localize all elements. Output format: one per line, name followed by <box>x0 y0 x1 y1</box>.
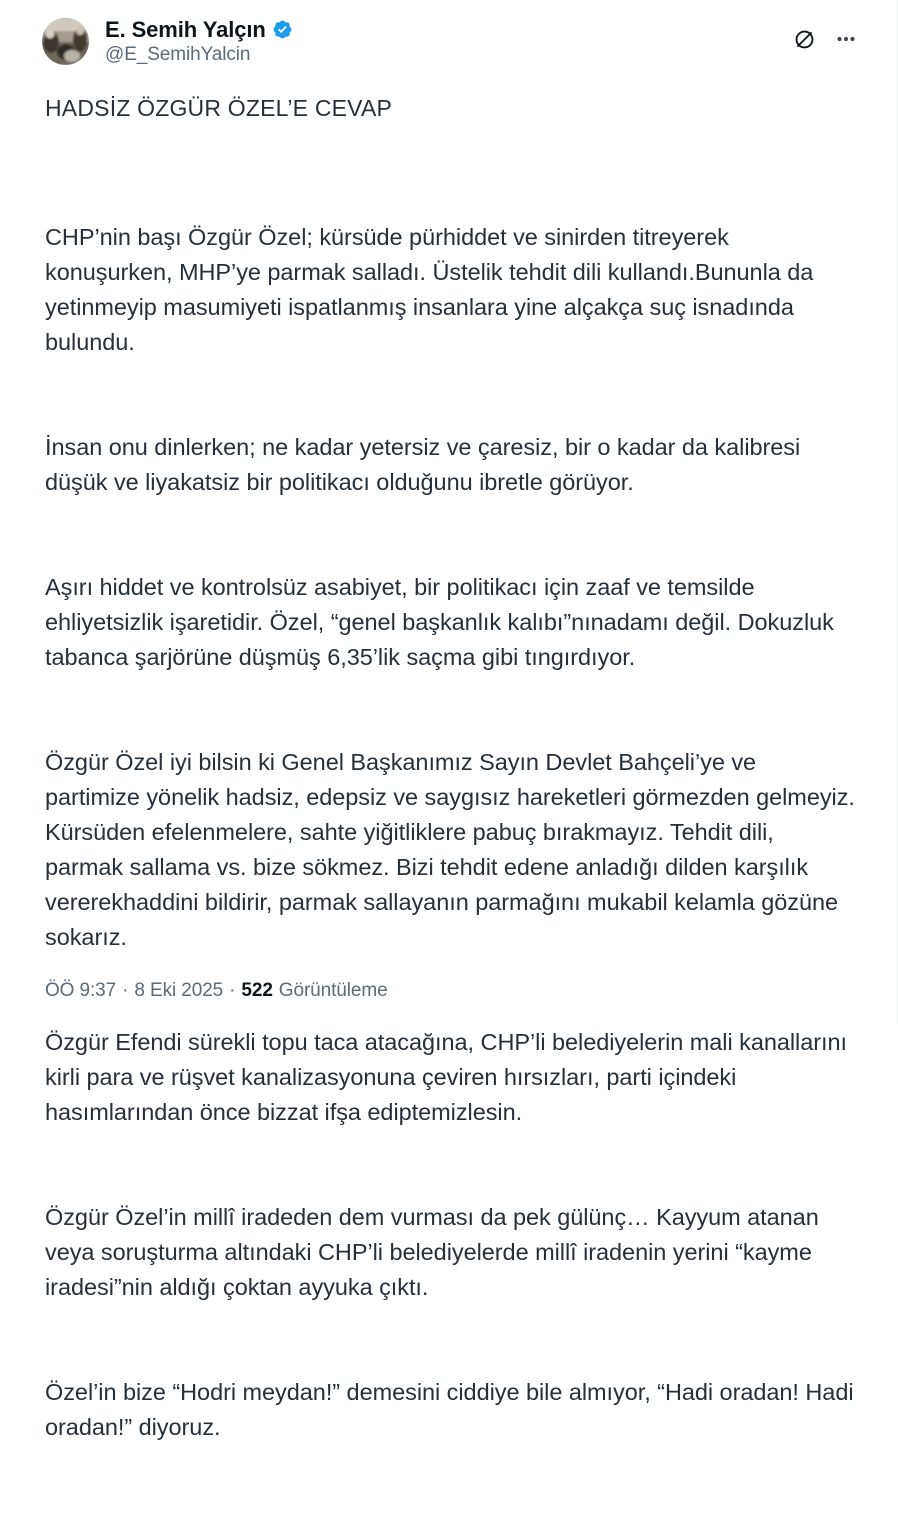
post-text <box>45 150 868 1515</box>
post-title: HADSİZ ÖZGÜR ÖZEL’E CEVAP <box>45 95 393 121</box>
post-time: ÖÖ 9:37 <box>45 980 117 1001</box>
post-date: 8 Eki 2025 <box>134 980 224 1001</box>
avatar-image <box>42 18 89 65</box>
header-actions <box>791 16 879 52</box>
post-paragraph: İnsan onu dinlerken; ne kadar yetersiz ve çaresiz, bir o kadar da kalibresi düşük ve liyakatsiz bir politikacı olduğunu ibretle görüyor. <box>45 433 807 495</box>
post-paragraph: Özgür Özel iyi bilsin ki Genel Başkanımız Sayın Devlet Bahçeli’ye ve partimize yönelik hadsiz, edepsiz ve saygısız hareketleri görmezden gelmeyiz. Kürsüden efelenmelere, sahte yiğitliklere pabuç bırakmayız. Tehdit dili, parmak sallama vs. bize sökmez. Bizi tehdit edene anladığı dilden karşılık vererekhaddini bildirir, parmak sallayanın parmağını mukabil kelamla gözüne sokarız. <box>45 748 868 950</box>
post-paragraph: CHP’nin başı Özgür Özel; kürsüde pürhiddet ve sinirden titreyerek konuşurken, MHP’ye parmak salladı. Üstelik tehdit dili kullandı.Bununla da yetinmeyip masumiyeti ispatlanmış insanlara yine alçakça suç isnadında bulundu. <box>45 223 820 355</box>
avatar[interactable] <box>42 18 89 65</box>
verified-badge-icon <box>272 19 293 40</box>
post-paragraph: Aşırı hiddet ve kontrolsüz asabiyet, bir politikacı için zaaf ve temsilde ehliyetsizlik işaretidir. Özel, “genel başkanlık kalıbı”nınadamı değil. Dokuzluk tabanca şarjörüne düşmüş 6,35’lik saçma gibi tıngırdıyor. <box>45 573 841 670</box>
grok-icon[interactable] <box>791 26 817 52</box>
post-paragraph: Özel’in bize “Hodri meydan!” demesini ciddiye bile almıyor, “Hadi oradan! Hadi oradan!” diyoruz. <box>45 1378 860 1440</box>
metadata-separator: · <box>122 980 129 1001</box>
post-metadata <box>45 980 388 1002</box>
views-count[interactable]: 522 <box>241 980 273 1001</box>
more-icon[interactable] <box>833 26 859 52</box>
handle[interactable]: @E_SemihYalcin <box>105 44 251 66</box>
post-header <box>0 0 897 64</box>
views-label[interactable]: Görüntüleme <box>278 980 388 1001</box>
identity-block <box>105 16 293 66</box>
display-name[interactable]: E. Semih Yalçın <box>105 17 266 42</box>
post-paragraph: Özgür Efendi sürekli topu taca atacağına, CHP’li belediyelerin mali kanallarını kirli para ve rüşvet kanalizasyonuna çeviren hırsızları, parti içindeki hasımlarından önce bizzat ifşa ediptemizlesin. <box>45 1028 854 1125</box>
metadata-separator: · <box>229 980 236 1001</box>
name-row <box>105 17 293 42</box>
post-paragraph: Özgür Özel’in millî iradeden dem vurması da pek gülünç… Kayyum atanan veya soruşturma altındaki CHP’li belediyelerde millî iradenin yerini “kayme iradesi”nin aldığı çoktan ayyuka çıktı. <box>45 1203 826 1300</box>
post-body <box>0 94 897 1515</box>
